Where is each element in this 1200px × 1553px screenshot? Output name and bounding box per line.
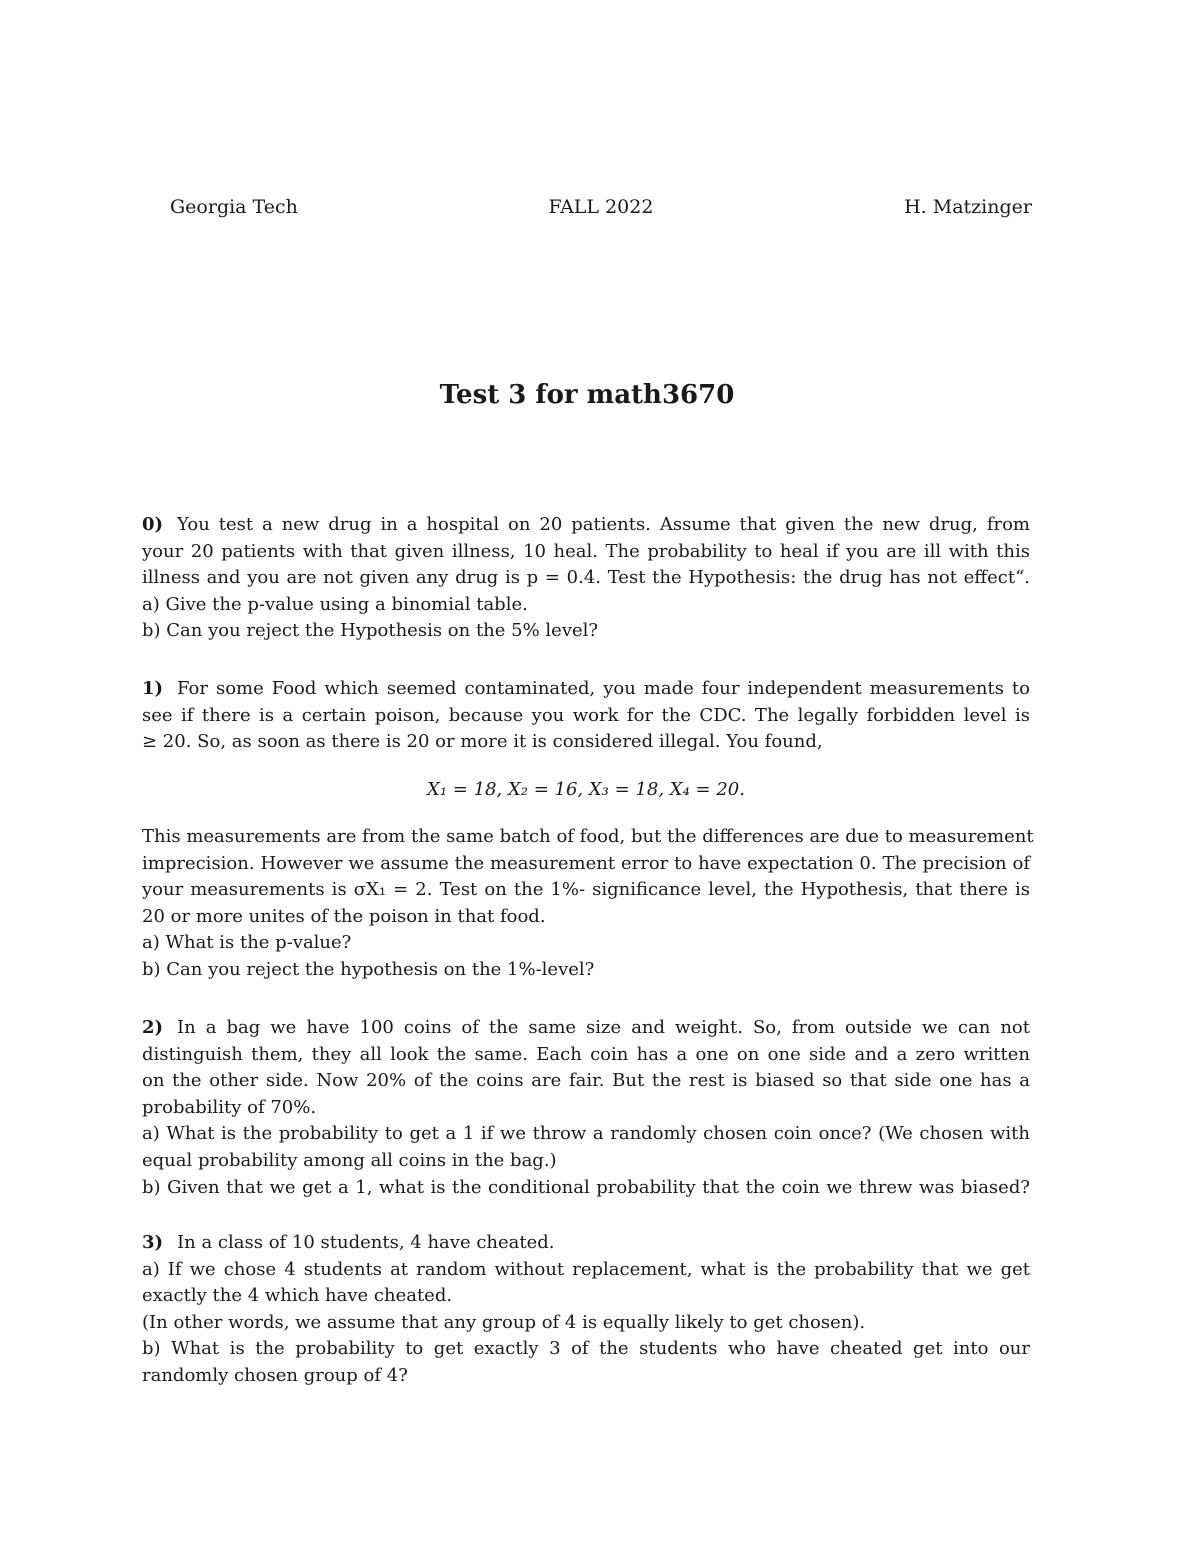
question-1-number: 1) <box>142 678 164 699</box>
question-3-part-b-line-1: b) What is the probability to get exactly 3 of the students who have cheated get into our <box>142 1338 1030 1360</box>
question-2-part-b: b) Given that we get a 1, what is the conditional probability that the coin we threw was biased? <box>142 1176 1030 1198</box>
question-1-continued <box>142 824 1034 984</box>
exam-title: Test 3 for math3670 <box>439 380 735 410</box>
question-2-line-4: probability of 70%. <box>142 1096 317 1118</box>
question-1-line-7: 20 or more unites of the poison in that food. <box>142 905 546 927</box>
question-1-part-b: b) Can you reject the hypothesis on the 1%-level? <box>142 958 595 980</box>
question-3-part-a-line-1: a) If we chose 4 students at random without replacement, what is the probability that we get <box>142 1258 1030 1280</box>
question-1-equation: X₁ = 18, X₂ = 16, X₃ = 18, X₄ = 20. <box>427 779 745 800</box>
page-header <box>170 194 1032 220</box>
question-1-line-1: 1) For some Food which seemed contaminated, you made four independent measurements to <box>142 678 1030 699</box>
header-instructor: H. Matzinger <box>904 196 1032 218</box>
question-0-line-1: 0) You test a new drug in a hospital on 20 patients. Assume that given the new drug, from <box>142 514 1030 535</box>
question-3-number: 3) <box>142 1232 164 1253</box>
question-0 <box>142 512 1030 645</box>
question-1-line-2: see if there is a certain poison, because you work for the CDC. The legally forbidden level is <box>142 704 1030 726</box>
header-term: FALL 2022 <box>548 196 654 218</box>
question-1 <box>142 676 1030 756</box>
question-3 <box>142 1230 1030 1390</box>
question-1-part-a: a) What is the p-value? <box>142 932 352 954</box>
question-0-number: 0) <box>142 514 164 535</box>
question-3-part-a-line-2: exactly the 4 which have cheated. <box>142 1285 453 1307</box>
header-institution: Georgia Tech <box>170 196 298 218</box>
question-3-note: (In other words, we assume that any group of 4 is equally likely to get chosen). <box>142 1311 866 1333</box>
question-2-line-3: on the other side. Now 20% of the coins are fair. But the rest is biased so that side one has a <box>142 1070 1030 1092</box>
question-2-number: 2) <box>142 1017 164 1038</box>
question-2-part-a-line-2: equal probability among all coins in the bag.) <box>142 1149 557 1171</box>
question-1-line-4: This measurements are from the same batch of food, but the differences are due to measurement <box>142 826 1034 847</box>
question-2-line-1: 2) In a bag we have 100 coins of the same size and weight. So, from outside we can not <box>142 1017 1030 1038</box>
question-2 <box>142 1015 1030 1201</box>
question-1-line-5: imprecision. However we assume the measurement error to have expectation 0. The precision of <box>142 852 1030 874</box>
question-1-line-3: ≥ 20. So, as soon as there is 20 or more it is considered illegal. You found, <box>142 731 823 753</box>
question-0-line-2: your 20 patients with that given illness, 10 heal. The probability to heal if you are ill with this <box>142 540 1030 562</box>
question-1-line-6: your measurements is σX₁ = 2. Test on the 1%- significance level, the Hypothesis, that there is <box>142 879 1030 901</box>
question-0-part-b: b) Can you reject the Hypothesis on the 5% level? <box>142 620 599 642</box>
question-2-part-a-line-1: a) What is the probability to get a 1 if we throw a randomly chosen coin once? (We chosen with <box>142 1123 1030 1145</box>
question-3-part-b-line-2: randomly chosen group of 4? <box>142 1364 408 1386</box>
question-0-line-3: illness and you are not given any drug is p = 0.4. Test the Hypothesis: the drug has not effect“. <box>142 567 1030 589</box>
question-0-part-a: a) Give the p-value using a binomial table. <box>142 593 528 615</box>
question-2-line-2: distinguish them, they all look the same. Each coin has a one on one side and a zero written <box>142 1043 1030 1065</box>
question-3-line-1: 3) In a class of 10 students, 4 have cheated. <box>142 1232 555 1253</box>
